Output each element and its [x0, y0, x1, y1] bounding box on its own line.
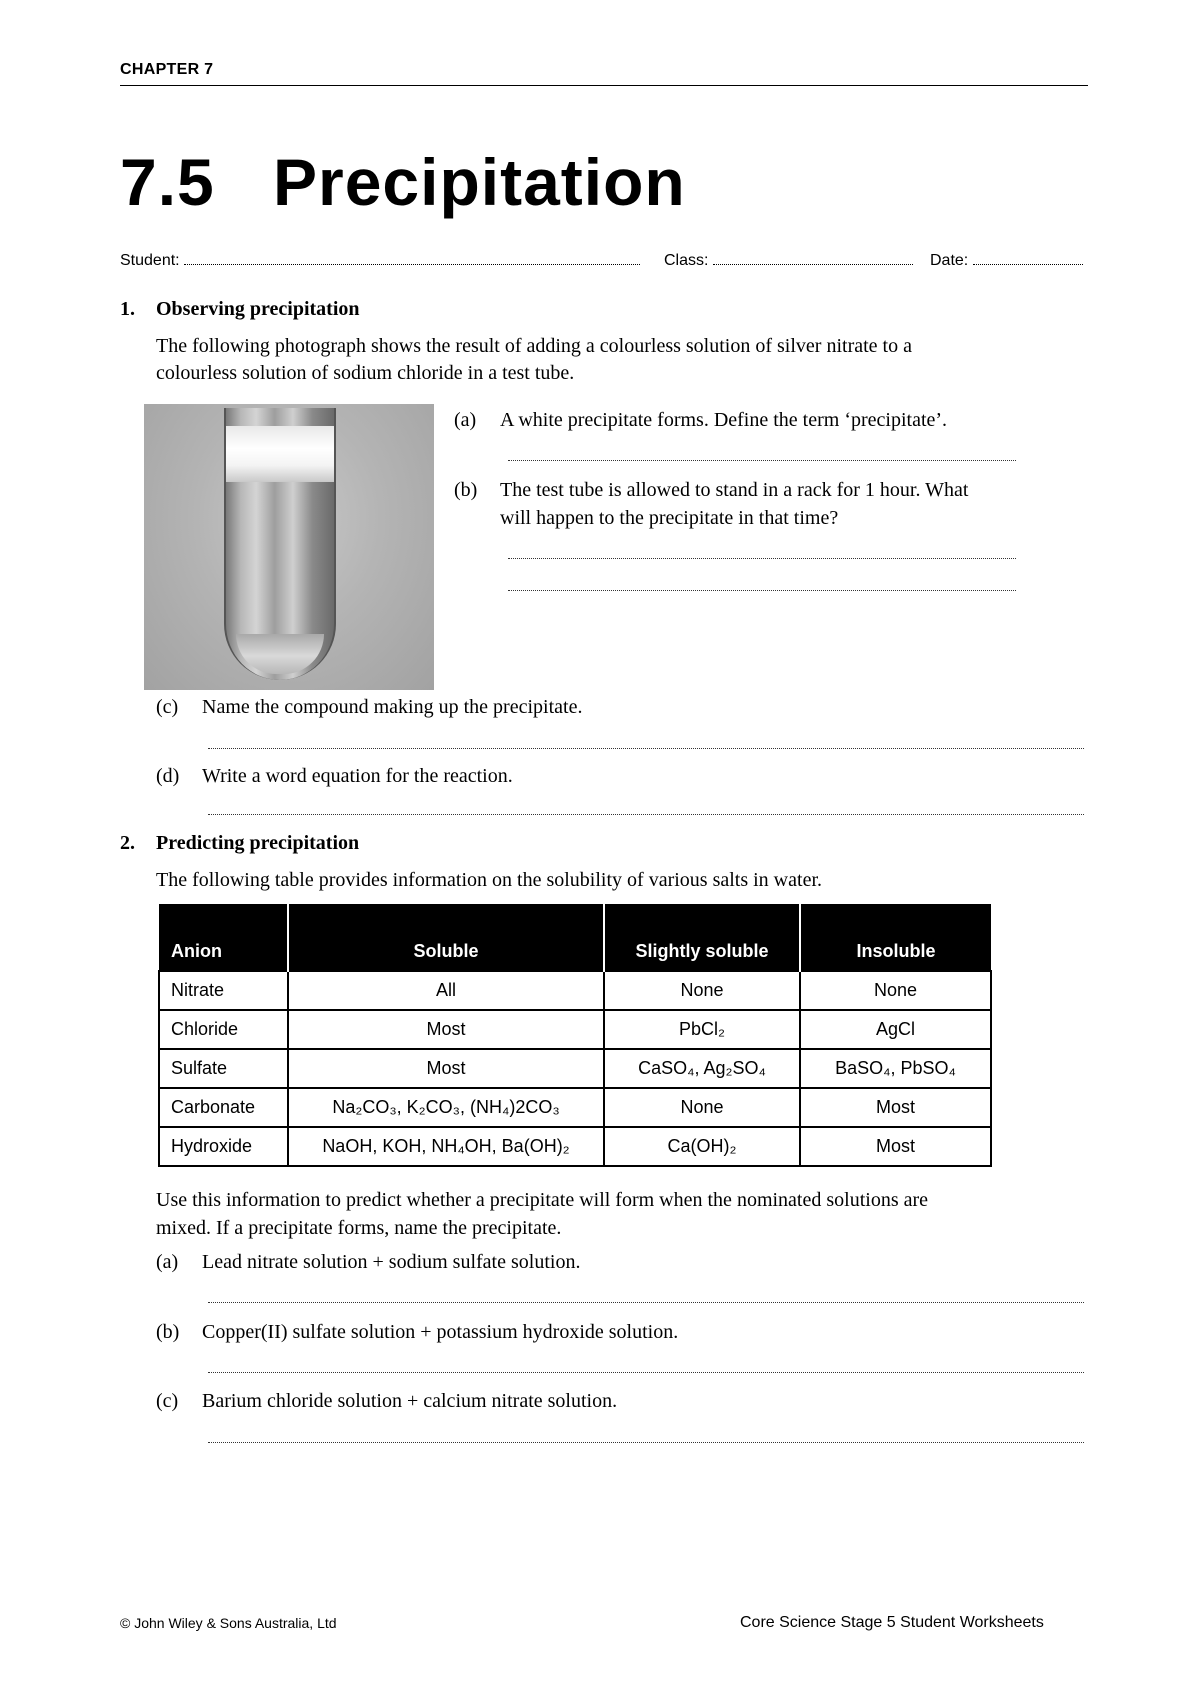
q1a-prompt	[454, 406, 947, 434]
test-tube-icon	[224, 408, 336, 680]
table-cell: Chloride	[159, 1010, 288, 1049]
header-slightly-soluble: Slightly soluble	[604, 904, 800, 971]
q2a-text: Lead nitrate solution + sodium sulfate solution.	[202, 1251, 581, 1273]
table-header-row	[159, 904, 991, 971]
table-cell: Sulfate	[159, 1049, 288, 1088]
q2-heading: Predicting precipitation	[156, 832, 360, 854]
date-blank[interactable]	[973, 250, 1083, 265]
table-row	[159, 971, 991, 1010]
q1b-answer-line-2[interactable]	[508, 590, 1016, 591]
header-anion: Anion	[159, 904, 288, 971]
table-row	[159, 1010, 991, 1049]
q1b-prompt	[454, 476, 968, 504]
table-cell: All	[288, 971, 604, 1010]
q2-use-line2: mixed. If a precipitate forms, name the precipitate.	[156, 1217, 562, 1239]
table-cell: PbCl₂	[604, 1010, 800, 1049]
q1-intro-line2: colourless solution of sodium chloride in a test tube.	[156, 362, 575, 384]
q1c-text: Name the compound making up the precipitate.	[202, 696, 583, 718]
q2b-prompt	[156, 1318, 678, 1346]
footer-copyright: © John Wiley & Sons Australia, Ltd	[120, 1615, 337, 1631]
table-cell: None	[800, 971, 991, 1010]
q1-heading: Observing precipitation	[156, 298, 360, 320]
q2a-label: (a)	[156, 1251, 179, 1273]
q1b-answer-line-1[interactable]	[508, 558, 1016, 559]
q1c-label: (c)	[156, 696, 179, 718]
q2b-answer-line[interactable]	[208, 1372, 1084, 1373]
header-soluble: Soluble	[288, 904, 604, 971]
q1d-text: Write a word equation for the reaction.	[202, 765, 513, 787]
q1a-answer-line[interactable]	[508, 460, 1016, 461]
class-field[interactable]	[664, 250, 913, 270]
q1b-text-line1: The test tube is allowed to stand in a rack for 1 hour. What	[500, 479, 969, 501]
solubility-table	[158, 904, 992, 1167]
table-cell: Most	[288, 1010, 604, 1049]
footer-book-title: Core Science Stage 5 Student Worksheets	[740, 1614, 1044, 1631]
table-cell: Ca(OH)₂	[604, 1127, 800, 1166]
class-label: Class:	[664, 252, 709, 269]
q2-number: 2.	[120, 832, 135, 854]
table-cell: Carbonate	[159, 1088, 288, 1127]
q2c-prompt	[156, 1387, 617, 1415]
q1d-label: (d)	[156, 765, 180, 787]
q2c-text: Barium chloride solution + calcium nitrate solution.	[202, 1390, 618, 1412]
table-cell: Most	[288, 1049, 604, 1088]
student-label: Student:	[120, 252, 180, 269]
table-cell: AgCl	[800, 1010, 991, 1049]
chapter-label: CHAPTER 7	[120, 61, 214, 78]
date-field[interactable]	[930, 250, 1083, 270]
table-cell: None	[604, 1088, 800, 1127]
table-cell: Hydroxide	[159, 1127, 288, 1166]
table-cell: Most	[800, 1088, 991, 1127]
q2a-answer-line[interactable]	[208, 1302, 1084, 1303]
table-row	[159, 1127, 991, 1166]
q1c-answer-line[interactable]	[208, 748, 1084, 749]
q2b-label: (b)	[156, 1321, 180, 1343]
class-blank[interactable]	[713, 250, 913, 265]
page-title	[120, 146, 686, 218]
test-tube-photo	[144, 404, 434, 690]
q1b-label: (b)	[454, 479, 478, 501]
q1c-prompt	[156, 693, 582, 721]
q1d-answer-line[interactable]	[208, 814, 1084, 815]
table-cell: Nitrate	[159, 971, 288, 1010]
header-rule	[120, 85, 1088, 86]
section-title: Precipitation	[273, 145, 686, 219]
q1b-text-line2: will happen to the precipitate in that time?	[500, 507, 839, 529]
q2b-text: Copper(II) sulfate solution + potassium hydroxide solution.	[202, 1321, 679, 1343]
q2a-prompt	[156, 1248, 580, 1276]
date-label: Date:	[930, 252, 969, 269]
student-field[interactable]	[120, 250, 640, 270]
table-row	[159, 1049, 991, 1088]
q2-use-line1: Use this information to predict whether a precipitate will form when the nominated solutions are	[156, 1189, 929, 1211]
table-cell: NaOH, KOH, NH₄OH, Ba(OH)₂	[288, 1127, 604, 1166]
table-cell: BaSO₄, PbSO₄	[800, 1049, 991, 1088]
section-number: 7.5	[120, 145, 215, 219]
q1-intro-line1: The following photograph shows the result of adding a colourless solution of silver nitrate to a	[156, 335, 912, 357]
q1a-label: (a)	[454, 409, 477, 431]
student-blank[interactable]	[184, 250, 640, 265]
q2c-label: (c)	[156, 1390, 179, 1412]
q2c-answer-line[interactable]	[208, 1442, 1084, 1443]
table-cell: Na₂CO₃, K₂CO₃, (NH₄)2CO₃	[288, 1088, 604, 1127]
table-row	[159, 1088, 991, 1127]
q1-number: 1.	[120, 298, 135, 320]
table-cell: None	[604, 971, 800, 1010]
q1d-prompt	[156, 762, 513, 790]
q2-intro: The following table provides information on the solubility of various salts in water.	[156, 869, 822, 891]
header-insoluble: Insoluble	[800, 904, 991, 971]
table-cell: Most	[800, 1127, 991, 1166]
q1a-text: A white precipitate forms. Define the term ‘precipitate’.	[500, 409, 948, 431]
table-cell: CaSO₄, Ag₂SO₄	[604, 1049, 800, 1088]
